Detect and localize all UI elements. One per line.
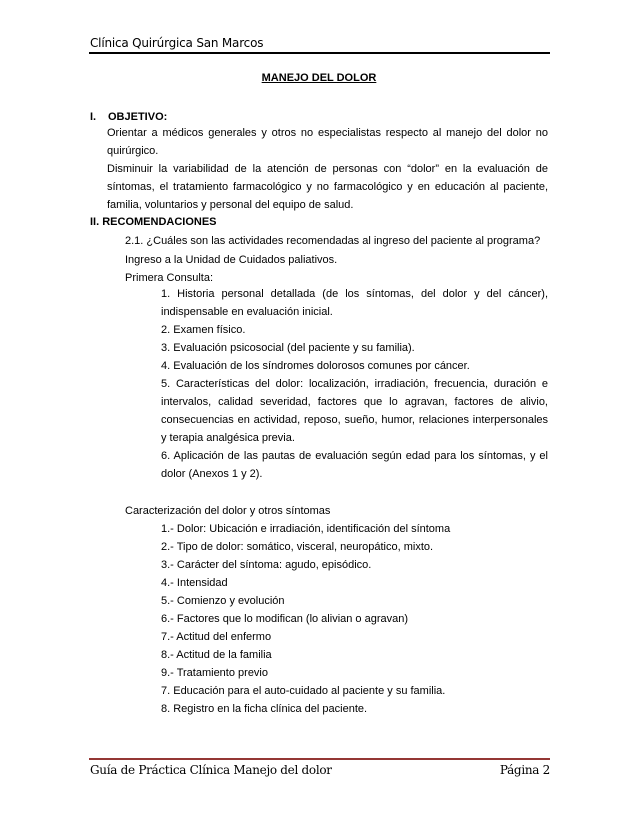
caracterizacion-item: 8. Registro en la ficha clínica del paciente.	[161, 703, 368, 715]
caracterizacion-item: 2.- Tipo de dolor: somático, visceral, neuropático, mixto.	[161, 541, 434, 553]
footer-document-name: Guía de Práctica Clínica Manejo del dolor	[90, 763, 332, 777]
consulta-item: 1. Historia personal detallada (de los síntomas, del dolor y del cáncer), indispensable en evaluación inicial.	[161, 288, 548, 318]
caracterizacion-item: 5.- Comienzo y evolución	[161, 595, 285, 607]
consulta-item: 2. Examen físico.	[161, 324, 246, 336]
consulta-item: 6. Aplicación de las pautas de evaluación según edad para los síntomas, y el dolor (Anexos 1 y 2).	[161, 450, 548, 480]
caracterizacion-item: 7.- Actitud del enfermo	[161, 631, 272, 643]
page-header: Clínica Quirúrgica San Marcos	[90, 36, 264, 50]
section-objetivo-heading	[90, 111, 167, 123]
caracterizacion-item: 3.- Carácter del síntoma: agudo, episódico.	[161, 559, 372, 571]
section-title: OBJETIVO:	[108, 111, 168, 123]
caracterizacion-item: 1.- Dolor: Ubicación e irradiación, identificación del síntoma	[161, 523, 451, 535]
question-line: 2.1. ¿Cuáles son las actividades recomendadas al ingreso del paciente al programa?	[125, 235, 541, 247]
ingreso-line: Ingreso a la Unidad de Cuidados paliativos.	[125, 254, 338, 266]
primera-consulta-label: Primera Consulta:	[125, 272, 214, 284]
caracterizacion-heading: Caracterización del dolor y otros síntomas	[125, 505, 331, 517]
objetivo-paragraph-2: Disminuir la variabilidad de la atención de personas con “dolor” en la evaluación de síntomas, el tratamiento farmacológico y no farmacológico y en educación al paciente, familia, voluntarios y personal del equipo de salud.	[107, 163, 548, 211]
caracterizacion-item: 4.- Intensidad	[161, 577, 228, 589]
caracterizacion-item: 8.- Actitud de la familia	[161, 649, 272, 661]
consulta-item: 3. Evaluación psicosocial (del paciente y su familia).	[161, 342, 415, 354]
consulta-item: 5. Características del dolor: localización, irradiación, frecuencia, duración e intervalos, calidad severidad, factores que lo agravan, factores de alivio, consecuencias en actividad, reposo, sueño, humor, relaciones interpersonales y terapia analgésica previa.	[161, 378, 548, 444]
caracterizacion-item: 7. Educación para el auto-cuidado al paciente y su familia.	[161, 685, 446, 697]
footer-divider	[89, 758, 550, 760]
footer-page-number: Página 2	[499, 763, 550, 777]
objetivo-paragraph-1: Orientar a médicos generales y otros no especialistas respecto al manejo del dolor no quirúrgico.	[107, 127, 548, 157]
header-divider	[89, 52, 550, 54]
consulta-item: 4. Evaluación de los síndromes dolorosos comunes por cáncer.	[161, 360, 470, 372]
caracterizacion-item: 9.- Tratamiento previo	[161, 667, 268, 679]
caracterizacion-item: 6.- Factores que lo modifican (lo alivian o agravan)	[161, 613, 409, 625]
document-title: MANEJO DEL DOLOR	[261, 72, 377, 84]
section-recomendaciones-heading: II. RECOMENDACIONES	[90, 216, 217, 228]
section-number: I.	[90, 111, 97, 123]
